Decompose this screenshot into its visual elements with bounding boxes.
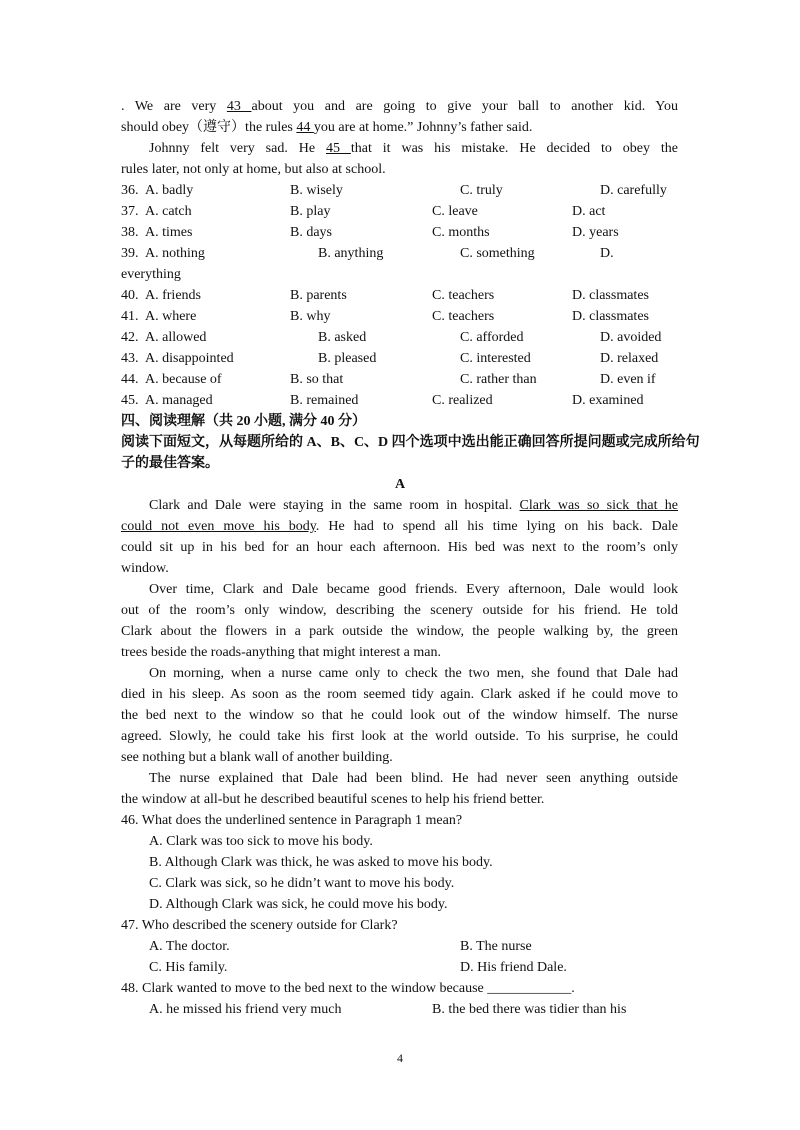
option-b: B. wisely xyxy=(290,183,343,198)
question-number: 37. xyxy=(121,204,139,219)
option-d: D. classmates xyxy=(572,288,649,303)
question-option: A. Clark was too sick to move his body. xyxy=(149,834,373,849)
passage-line: could not even move his body. He had to spend all his time lying on his back. Dale xyxy=(121,519,679,534)
question-number: 40. xyxy=(121,288,139,303)
option-a: A. times xyxy=(145,225,193,240)
passage-line: the bed next to the window so that he could look out of the window himself. The nurse xyxy=(121,708,678,723)
question-48: 48. Clark wanted to move to the bed next to the window because ____________. xyxy=(121,981,575,996)
question-option: C. His family. xyxy=(149,960,228,975)
passage-line: On morning, when a nurse came only to check the two men, she found that Dale had xyxy=(149,666,678,681)
option-d: D. carefully xyxy=(600,183,667,198)
option-a: A. managed xyxy=(145,393,213,408)
passage-line: died in his sleep. As soon as the room seemed tidy again. Clark asked if he could move to xyxy=(121,687,678,702)
section-heading: 四、阅读理解（共 20 小题, 满分 40 分） xyxy=(121,414,366,429)
question-number: 38. xyxy=(121,225,139,240)
option-d: D. act xyxy=(572,204,606,219)
passage-line: . We are very 43 about you and are going to give your ball to another kid. You xyxy=(121,99,678,114)
option-b: B. play xyxy=(290,204,331,219)
option-a: A. catch xyxy=(145,204,192,219)
blank-44: 44 xyxy=(296,120,314,135)
option-a: A. friends xyxy=(145,288,201,303)
option-d: D. even if xyxy=(600,372,656,387)
question-option: B. the bed there was tidier than his xyxy=(432,1002,627,1017)
option-b: B. parents xyxy=(290,288,347,303)
question-number: 42. xyxy=(121,330,139,345)
option-c: C. realized xyxy=(432,393,493,408)
passage-line: out of the room’s only window, describing the scenery outside for his friend. He told xyxy=(121,603,678,618)
passage-line: Clark and Dale were staying in the same room in hospital. Clark was so sick that he xyxy=(149,498,678,513)
passage-line: see nothing but a blank wall of another building. xyxy=(121,750,393,765)
blank-45: 45 xyxy=(325,141,351,156)
option-a: A. where xyxy=(145,309,197,324)
option-d: D. xyxy=(600,246,614,261)
question-number: 39. xyxy=(121,246,139,261)
question-number: 44. xyxy=(121,372,139,387)
question-option: A. he missed his friend very much xyxy=(149,1002,342,1017)
question-number: 43. xyxy=(121,351,139,366)
option-c: C. something xyxy=(460,246,535,261)
option-b: B. so that xyxy=(290,372,344,387)
question-47: 47. Who described the scenery outside for Clark? xyxy=(121,918,398,933)
passage-line: The nurse explained that Dale had been blind. He had never seen anything outside xyxy=(149,771,678,786)
option-d: D. avoided xyxy=(600,330,662,345)
passage-line: could sit up in his bed for an hour each afternoon. His bed was next to the room’s only xyxy=(121,540,678,555)
question-46: 46. What does the underlined sentence in Paragraph 1 mean? xyxy=(121,813,463,828)
passage-line: Over time, Clark and Dale became good friends. Every afternoon, Dale would look xyxy=(149,582,678,597)
option-b: B. days xyxy=(290,225,332,240)
option-b: B. anything xyxy=(318,246,384,261)
passage-line: agreed. Slowly, he could take his first look at the world outside. To his surprise, he could xyxy=(121,729,678,744)
option-d: D. classmates xyxy=(572,309,649,324)
option-b: B. asked xyxy=(318,330,367,345)
blank-43: 43 xyxy=(226,99,252,114)
option-a: A. disappointed xyxy=(145,351,234,366)
option-b: B. pleased xyxy=(318,351,377,366)
option-b: B. remained xyxy=(290,393,359,408)
option-d: D. relaxed xyxy=(600,351,659,366)
passage-line: should obey（遵守）the rules 44 you are at home.” Johnny’s father said. xyxy=(121,120,533,135)
passage-line: Clark about the flowers in a park outside the window, the people walking by, the green xyxy=(121,624,678,639)
option-a: A. allowed xyxy=(145,330,207,345)
question-number: 36. xyxy=(121,183,139,198)
question-number: 41. xyxy=(121,309,139,324)
option-c: C. leave xyxy=(432,204,478,219)
passage-line: Johnny felt very sad. He 45 that it was his mistake. He decided to obey the xyxy=(149,141,678,156)
page-number: 4 xyxy=(397,1051,403,1065)
option-c: C. truly xyxy=(460,183,503,198)
underlined-sentence: Clark was so sick that he xyxy=(519,498,678,513)
option-c: C. teachers xyxy=(432,309,495,324)
question-option: B. Although Clark was thick, he was asked to move his body. xyxy=(149,855,493,870)
passage-line: the window at all-but he described beautiful scenes to help his friend better. xyxy=(121,792,545,807)
question-option: D. Although Clark was sick, he could move his body. xyxy=(149,897,448,912)
option-c: C. interested xyxy=(460,351,531,366)
option-a: A. nothing xyxy=(145,246,205,261)
question-option: D. His friend Dale. xyxy=(460,960,567,975)
option-c: C. afforded xyxy=(460,330,524,345)
section-instruction: 子的最佳答案。 xyxy=(121,456,219,471)
passage-line: trees beside the roads-anything that might interest a man. xyxy=(121,645,441,660)
passage-line: window. xyxy=(121,561,169,576)
option-c: C. teachers xyxy=(432,288,495,303)
underlined-sentence: could not even move his body xyxy=(121,519,316,534)
question-option: C. Clark was sick, so he didn’t want to move his body. xyxy=(149,876,455,891)
section-instruction: 阅读下面短文，从每题所给的 A、B、C、D 四个选项中选出能正确回答所提问题或完成所给句 xyxy=(121,435,700,450)
option-c: C. months xyxy=(432,225,490,240)
passage-label: A xyxy=(394,477,406,492)
option-b: B. why xyxy=(290,309,331,324)
option-d-wrap: everything xyxy=(121,267,181,282)
passage-line: rules later, not only at home, but also at school. xyxy=(121,162,386,177)
option-a: A. because of xyxy=(145,372,222,387)
option-d: D. years xyxy=(572,225,619,240)
option-a: A. badly xyxy=(145,183,194,198)
option-c: C. rather than xyxy=(460,372,537,387)
question-option: B. The nurse xyxy=(460,939,532,954)
question-option: A. The doctor. xyxy=(149,939,230,954)
option-d: D. examined xyxy=(572,393,644,408)
question-number: 45. xyxy=(121,393,139,408)
